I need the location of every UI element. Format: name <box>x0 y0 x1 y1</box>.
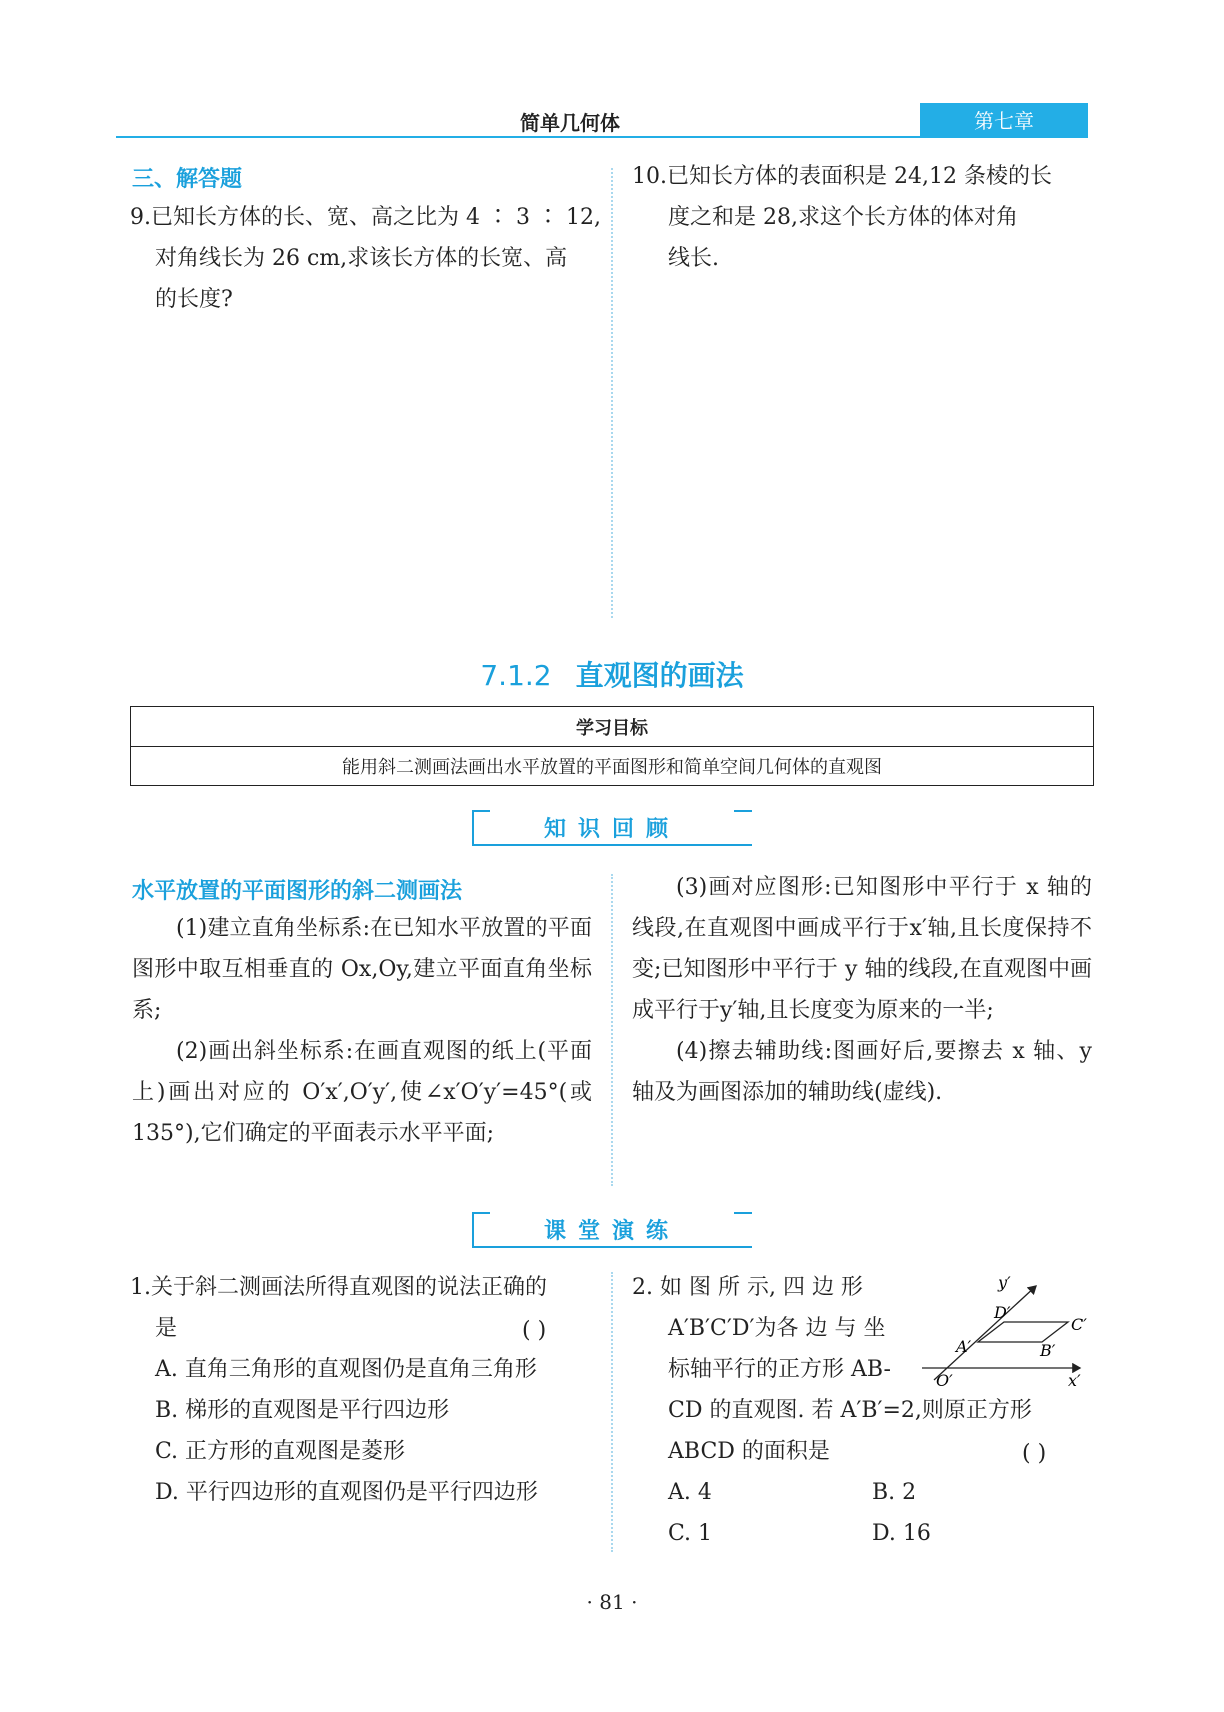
learning-goal-content: 能用斜二测画法画出水平放置的平面图形和简单空间几何体的直观图 <box>342 757 882 778</box>
pq2-option-d: D. 16 <box>872 1521 931 1546</box>
pq1-option-d: D. 平行四边形的直观图仍是平行四边形 <box>155 1480 538 1505</box>
pq1-option-b: B. 梯形的直观图是平行四边形 <box>155 1398 450 1423</box>
class-practice-label: 课堂演练 <box>543 1219 680 1244</box>
oblique-axis-figure <box>918 1272 1088 1388</box>
review-left-column <box>132 908 592 1154</box>
learning-goal-box <box>130 706 1094 786</box>
pq2-option-b: B. 2 <box>872 1480 917 1505</box>
label-d: D′ <box>994 1303 1011 1322</box>
pq2-line-4: CD 的直观图. 若 A′B′=2,则原正方形 <box>668 1398 1032 1423</box>
review-right-column <box>632 867 1092 1113</box>
review-heading: 水平放置的平面图形的斜二测画法 <box>132 879 463 904</box>
label-a: A′ <box>956 1337 972 1356</box>
label-x-axis: x′ <box>1068 1371 1081 1388</box>
pq2-option-c: C. 1 <box>668 1521 713 1546</box>
pq1-stem-line-2: 是 <box>155 1316 178 1341</box>
pq2-line-5: ABCD 的面积是 <box>668 1439 830 1464</box>
section-heading-answers: 三、解答题 <box>132 167 243 192</box>
label-origin: O′ <box>936 1371 953 1388</box>
review-step-2: (2)画出斜坐标系:在画直观图的纸上(平面上)画出对应的 O′x′,O′y′,使∠x′O′y′=45°(或 135°),它们确定的平面表示水平平面; <box>132 1039 592 1146</box>
q10-line-3: 线长. <box>668 246 719 271</box>
pq2-answer-blank: ( ) <box>1022 1441 1047 1466</box>
pq1-option-a: A. 直角三角形的直观图仍是直角三角形 <box>155 1357 537 1382</box>
knowledge-review-banner <box>472 810 752 846</box>
pq2-line-2: A′B′C′D′为各 边 与 坐 <box>668 1316 886 1341</box>
running-header-title: 简单几何体 <box>520 111 620 135</box>
review-step-1: (1)建立直角坐标系:在已知水平放置的平面图形中取互相垂直的 Ox,Oy,建立平面直角坐标系; <box>132 916 592 1023</box>
header-rule <box>116 136 1088 138</box>
lesson-name: 直观图的画法 <box>575 659 744 692</box>
review-step-3: (3)画对应图形:已知图形中平行于 x 轴的线段,在直观图中画成平行于x′轴,且长度保持不变;已知图形中平行于 y 轴的线段,在直观图中画成平行于y′轴,且长度变为原来的一半; <box>632 875 1092 1023</box>
pq2-option-a: A. 4 <box>668 1480 712 1505</box>
pq1-option-c: C. 正方形的直观图是菱形 <box>155 1439 406 1464</box>
chapter-badge: 第七章 <box>920 103 1088 136</box>
q9-line-3: 的长度? <box>155 287 233 312</box>
q9-line-1: 9.已知长方体的长、宽、高之比为 4 ∶ 3 ∶ 12, <box>130 205 601 230</box>
q9-line-2: 对角线长为 26 cm,求该长方体的长宽、高 <box>155 246 568 271</box>
pq2-line-1: 2. 如 图 所 示, 四 边 形 <box>632 1275 863 1300</box>
lesson-title <box>0 654 1224 694</box>
review-step-4: (4)擦去辅助线:图画好后,要擦去 x 轴、y 轴及为画图添加的辅助线(虚线). <box>632 1039 1092 1105</box>
y-axis-line <box>934 1286 1036 1380</box>
learning-goal-heading: 学习目标 <box>131 707 1093 747</box>
label-c: C′ <box>1071 1315 1087 1334</box>
pq1-stem-line-1: 1.关于斜二测画法所得直观图的说法正确的 <box>130 1275 547 1300</box>
pq2-line-3: 标轴平行的正方形 AB- <box>668 1357 891 1382</box>
label-y-axis: y′ <box>998 1273 1011 1292</box>
column-divider-practice <box>611 1272 613 1552</box>
label-b: B′ <box>1040 1341 1056 1360</box>
knowledge-review-label: 知识回顾 <box>543 817 680 842</box>
class-practice-banner <box>472 1212 752 1248</box>
parallelogram-abcd <box>978 1322 1068 1342</box>
column-divider-top <box>611 168 613 618</box>
pq1-answer-blank: ( ) <box>522 1318 547 1343</box>
page-number: · 81 · <box>586 1590 638 1614</box>
column-divider-review <box>611 874 613 1186</box>
q10-line-2: 度之和是 28,求这个长方体的体对角 <box>668 205 1018 230</box>
q10-line-1: 10.已知长方体的表面积是 24,12 条棱的长 <box>632 164 1052 189</box>
lesson-number: 7.1.2 <box>480 659 552 692</box>
